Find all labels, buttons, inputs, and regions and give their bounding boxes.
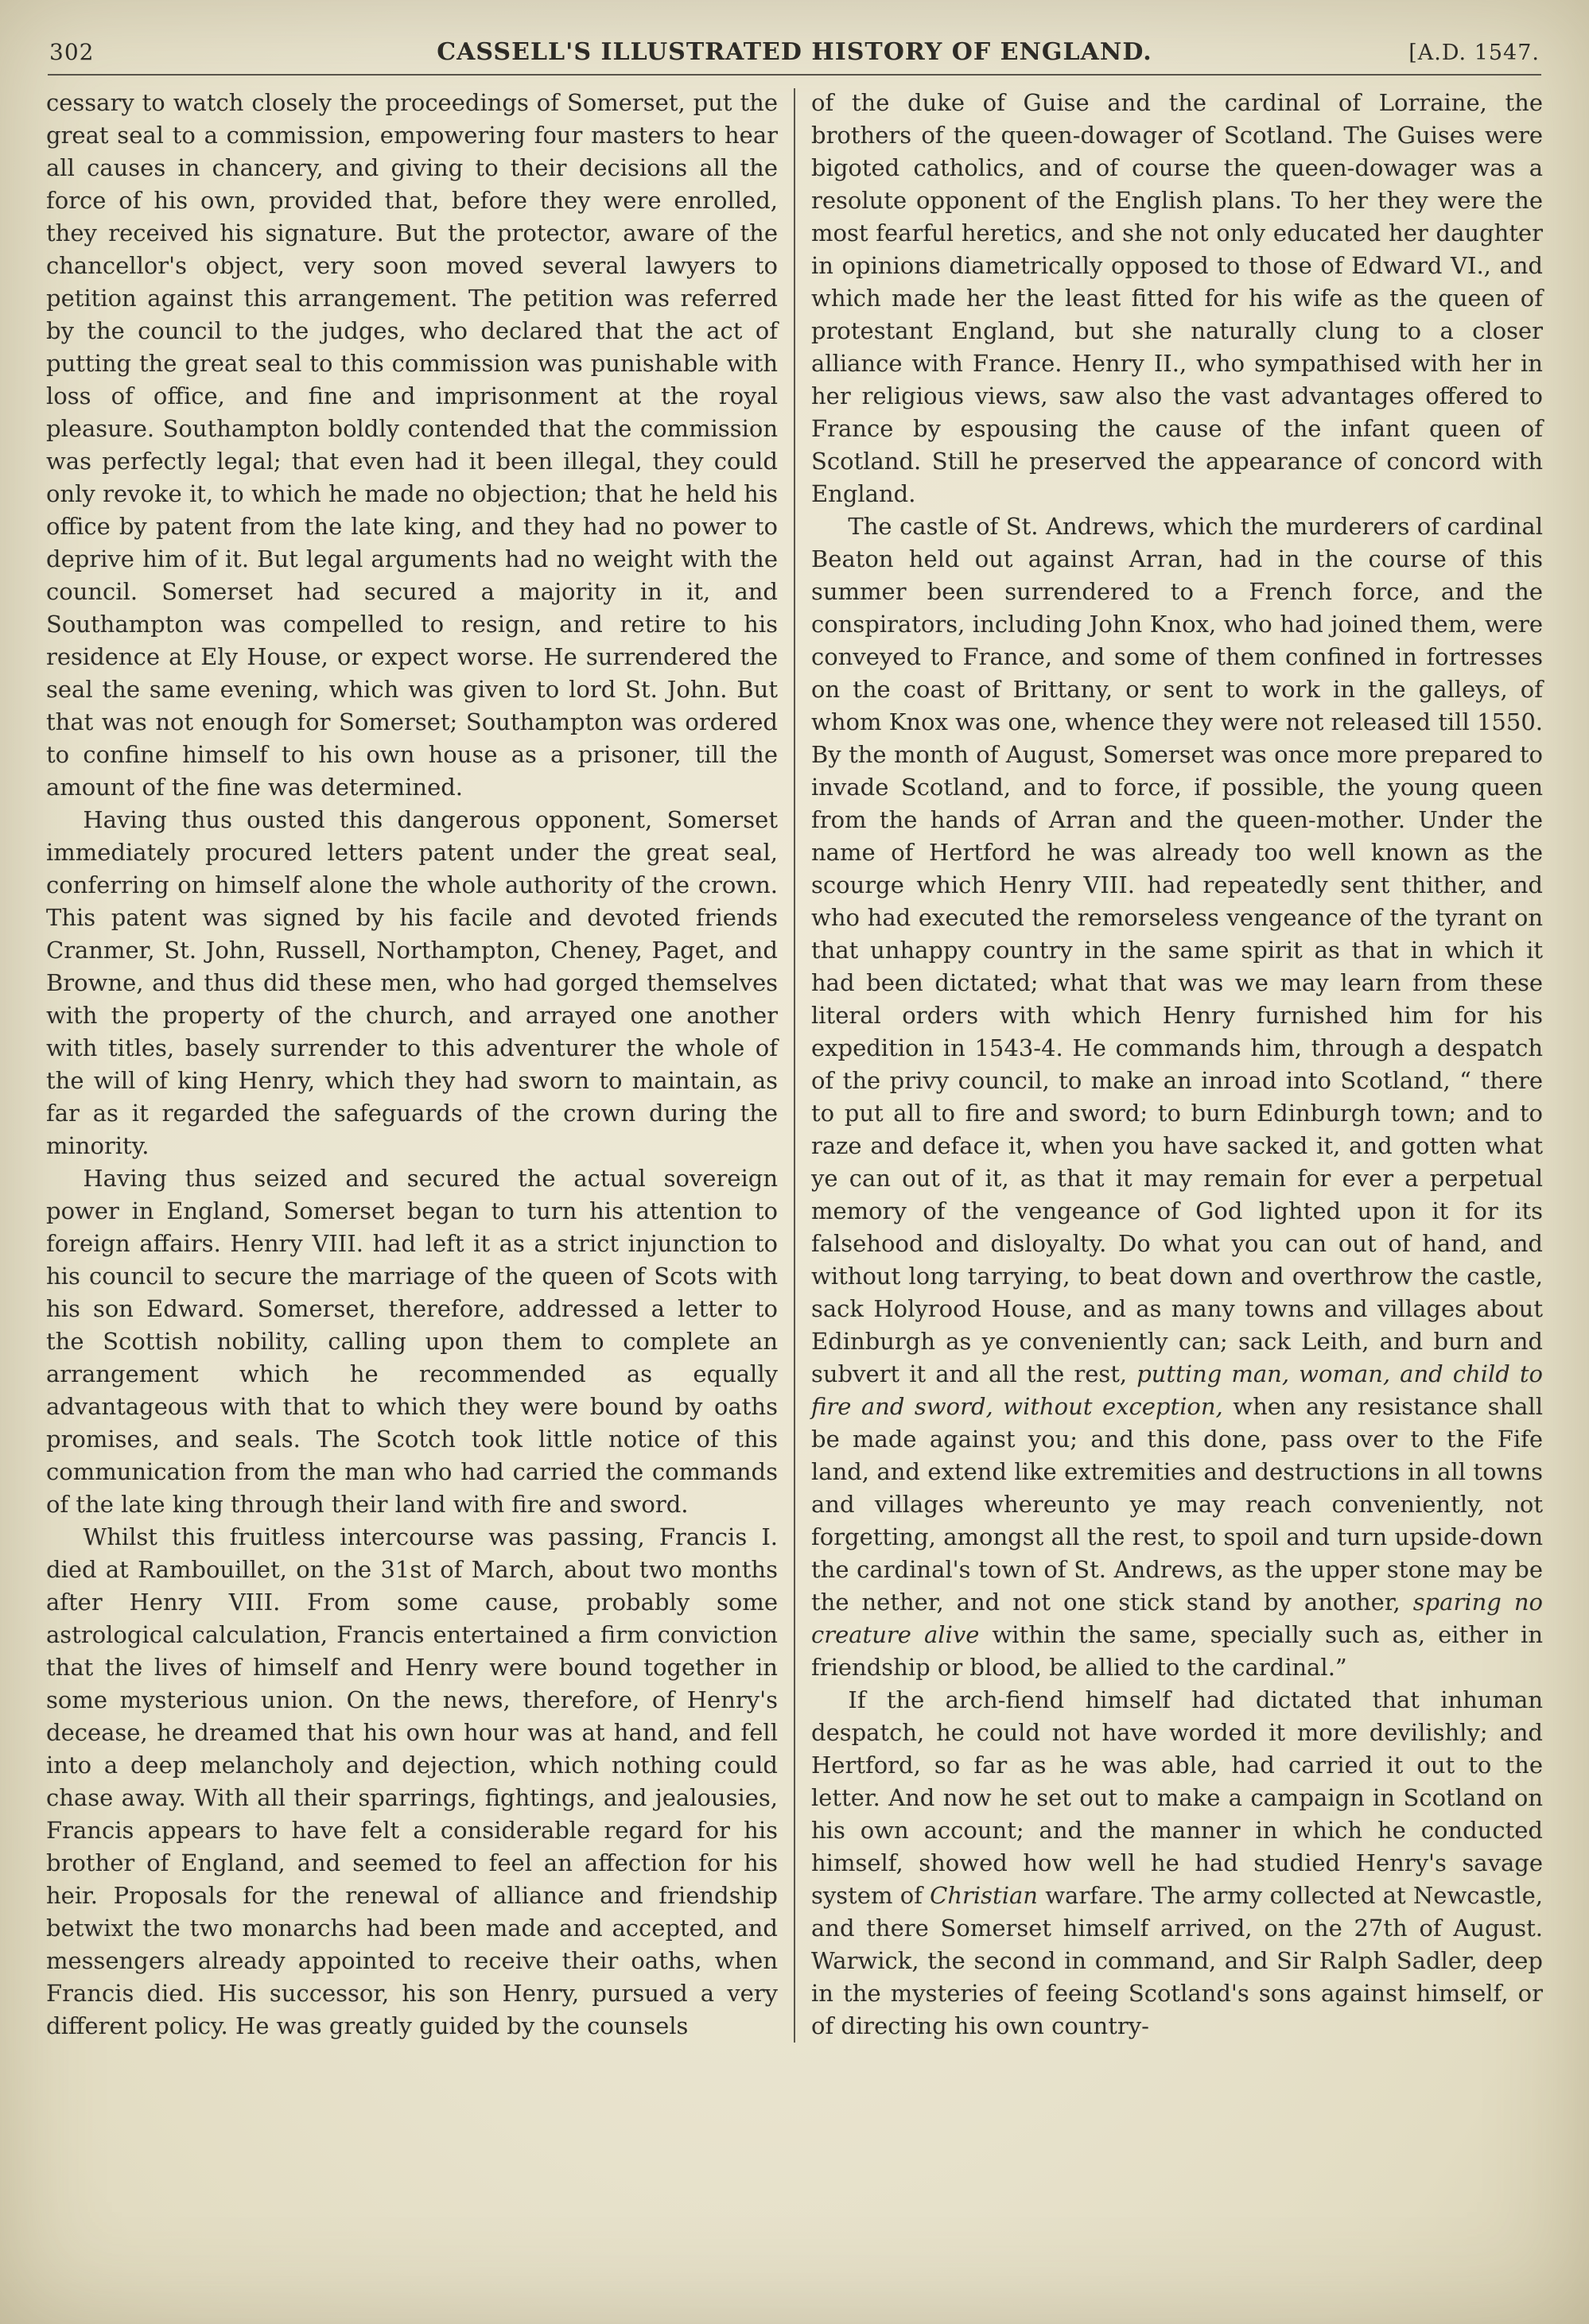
text-segment: The castle of St. Andrews, which the murderers of cardinal Beaton held out against Arran, had in the course of this summer been surrendered to a French force, and the conspirators, including John Knox, who had joined them, were conveyed to France, and some of them confined in fortresses on the coast of Brittany, or sent to work in the galleys, of whom Knox was one, whence they were not released till 1550. By the month of August, Somerset was once more prepared to invade Scotland, and to force, if possible, the young queen from the hands of Arran and the queen-mother. Under the name of Hertford he was already too well known as the scourge which Henry VIII. had repeatedly sent thither, and who had executed the remorseless vengeance of the tyrant on that unhappy country in the same spirit as that in which it had been dictated; what that was we may learn from these literal orders with which Henry furnished him for his expedition in 1543-4. He commands him, through a despatch of the privy council, to make an inroad into Scotland, “ there to put all to fire and sword; to burn Edinburgh town; and to raze and deface it, when you have sacked it, and gotten what ye can out of it, as that it may remain for ever a perpetual memory of the vengeance of God lighted upon it for its falsehood and disloyalty. Do what you can out of hand, and without long tarrying, to beat down and overthrow the castle, sack Holyrood House, and as many towns and villages about Edinburgh as ye conveniently can; sack Leith, and burn and subvert it and all the rest,: [811, 513, 1543, 1387]
page-title: CASSELL'S ILLUSTRATED HISTORY OF ENGLAND.: [437, 38, 1152, 66]
text-segment: cessary to watch closely the proceedings of Somerset, put the great seal to a commission, empowering four masters to hear all causes in chancery, and giving to their decisions all the force of his own, provided that, before they were enrolled, they received his signature. But the protector, aware of the chancellor's object, very soon moved several lawyers to petition against this arrangement. The petition was referred by the council to the judges, who declared that the act of putting the great seal to this commission was punishable with loss of office, and fine and imprisonment at the royal pleasure. Southampton boldly contended that the commission was perfectly legal; that even had it been illegal, they could only revoke it, to which he made no objection; that he held his office by patent from the late king, and they had no power to deprive him of it. But legal arguments had no weight with the council. Somerset had secured a majority in it, and Southampton was compelled to resign, and retire to his residence at Ely House, or expect worse. He surrendered the seal the same evening, which was given to lord St. John. But that was not enough for Somerset; Southampton was ordered to confine himself to his own house as a prisoner, till the amount of the fine was determined.: [46, 89, 778, 801]
italic-text-segment: sparing no creature alive: [811, 1589, 1543, 1648]
text-segment: when any resistance shall be made against you; and this done, pass over to the Fife land, and extend like extremities and destructions in all towns and villages whereunto ye may reach conveniently, not forgetting, amongst all the rest, to spoil and turn upside-down the cardinal's town of St. Andrews, as the upper stone may be the nether, and not one stick stand by another,: [811, 1393, 1543, 1616]
text-segment: of the duke of Guise and the cardinal of Lorraine, the brothers of the queen-dowager of Scotland. The Guises were bigoted catholics, and of course the queen-dowager was a resolute opponent of the English plans. To her they were the most fearful heretics, and she not only educated her daughter in opinions diametrically opposed to those of Edward VI., and which made her the least fitted for his wife as the queen of protestant England, but she naturally clung to a closer alliance with France. Henry II., who sympathised with her in her religious views, saw also the vast advantages offered to France by espousing the cause of the infant queen of Scotland. Still he preserved the appearance of concord with England.: [811, 89, 1543, 507]
paragraph: [46, 87, 778, 804]
paragraph: [811, 510, 1543, 1684]
italic-text-segment: Christian: [930, 1882, 1038, 1909]
left-column: [46, 87, 794, 2043]
text-segment: Having thus ousted this dangerous opponent, Somerset immediately procured letters patent under the great seal, conferring on himself alone the whole authority of the crown. This patent was signed by his facile and devoted friends Cranmer, St. John, Russell, Northampton, Cheney, Paget, and Browne, and thus did these men, who had gorged themselves with the property of the church, and arrayed one another with titles, basely surrender to this adventurer the whole of the will of king Henry, which they had sworn to maintain, as far as it regarded the safeguards of the crown during the minority.: [46, 806, 778, 1159]
text-segment: within the same, specially such as, either in friendship or blood, be allied to the cardinal.”: [811, 1621, 1543, 1681]
paragraph: [46, 1162, 778, 1521]
paragraph: [811, 1684, 1543, 2043]
page-number: 302: [49, 39, 95, 65]
page-date: [A.D. 1547.: [1408, 41, 1540, 65]
text-segment: Whilst this fruitless intercourse was passing, Francis I. died at Rambouillet, on the 31st of March, about two months after Henry VIII. From some cause, probably some astrological calculation, Francis entertained a firm conviction that the lives of himself and Henry were bound together in some mysterious union. On the news, therefore, of Henry's decease, he dreamed that his own hour was at hand, and fell into a deep melancholy and dejection, which nothing could chase away. With all their sparrings, fightings, and jealousies, Francis appears to have felt a considerable regard for his brother of England, and seemed to feel an affection for his heir. Proposals for the renewal of alliance and friendship betwixt the two monarchs had been made and accepted, and messengers already appointed to receive their oaths, when Francis died. His successor, his son Henry, pursued a very different policy. He was greatly guided by the counsels: [46, 1523, 778, 2039]
paragraph: [46, 1521, 778, 2043]
text-columns: [46, 87, 1543, 2043]
header-rule: [48, 74, 1541, 76]
right-column: [795, 87, 1543, 2043]
text-segment: If the arch-fiend himself had dictated that inhuman despatch, he could not have worded it more devilishly; and Hertford, so far as he was able, had carried it out to the letter. And now he set out to make a campaign in Scotland on his own account; and the manner in which he conducted himself, showed how well he had studied Henry's savage system of: [811, 1686, 1543, 1909]
paragraph: [46, 804, 778, 1162]
text-segment: warfare. The army collected at Newcastle, and there Somerset himself arrived, on the 27th of August. Warwick, the second in command, and Sir Ralph Sadler, deep in the mysteries of feeing Scotland's sons against himself, or of directing his own country-: [811, 1882, 1544, 2039]
paragraph: [811, 87, 1543, 510]
running-head: [46, 33, 1543, 74]
italic-text-segment: putting man, woman, and child to fire and sword, without exception,: [811, 1360, 1543, 1420]
text-segment: Having thus seized and secured the actual sovereign power in England, Somerset began to turn his attention to foreign affairs. Henry VIII. had left it as a strict injunction to his council to secure the marriage of the queen of Scots with his son Edward. Somerset, therefore, addressed a letter to the Scottish nobility, calling upon them to complete an arrangement which he recommended as equally advantageous with that to which they were bound by oaths promises, and seals. The Scotch took little notice of this communication from the man who had carried the commands of the late king through their land with fire and sword.: [46, 1165, 778, 1518]
